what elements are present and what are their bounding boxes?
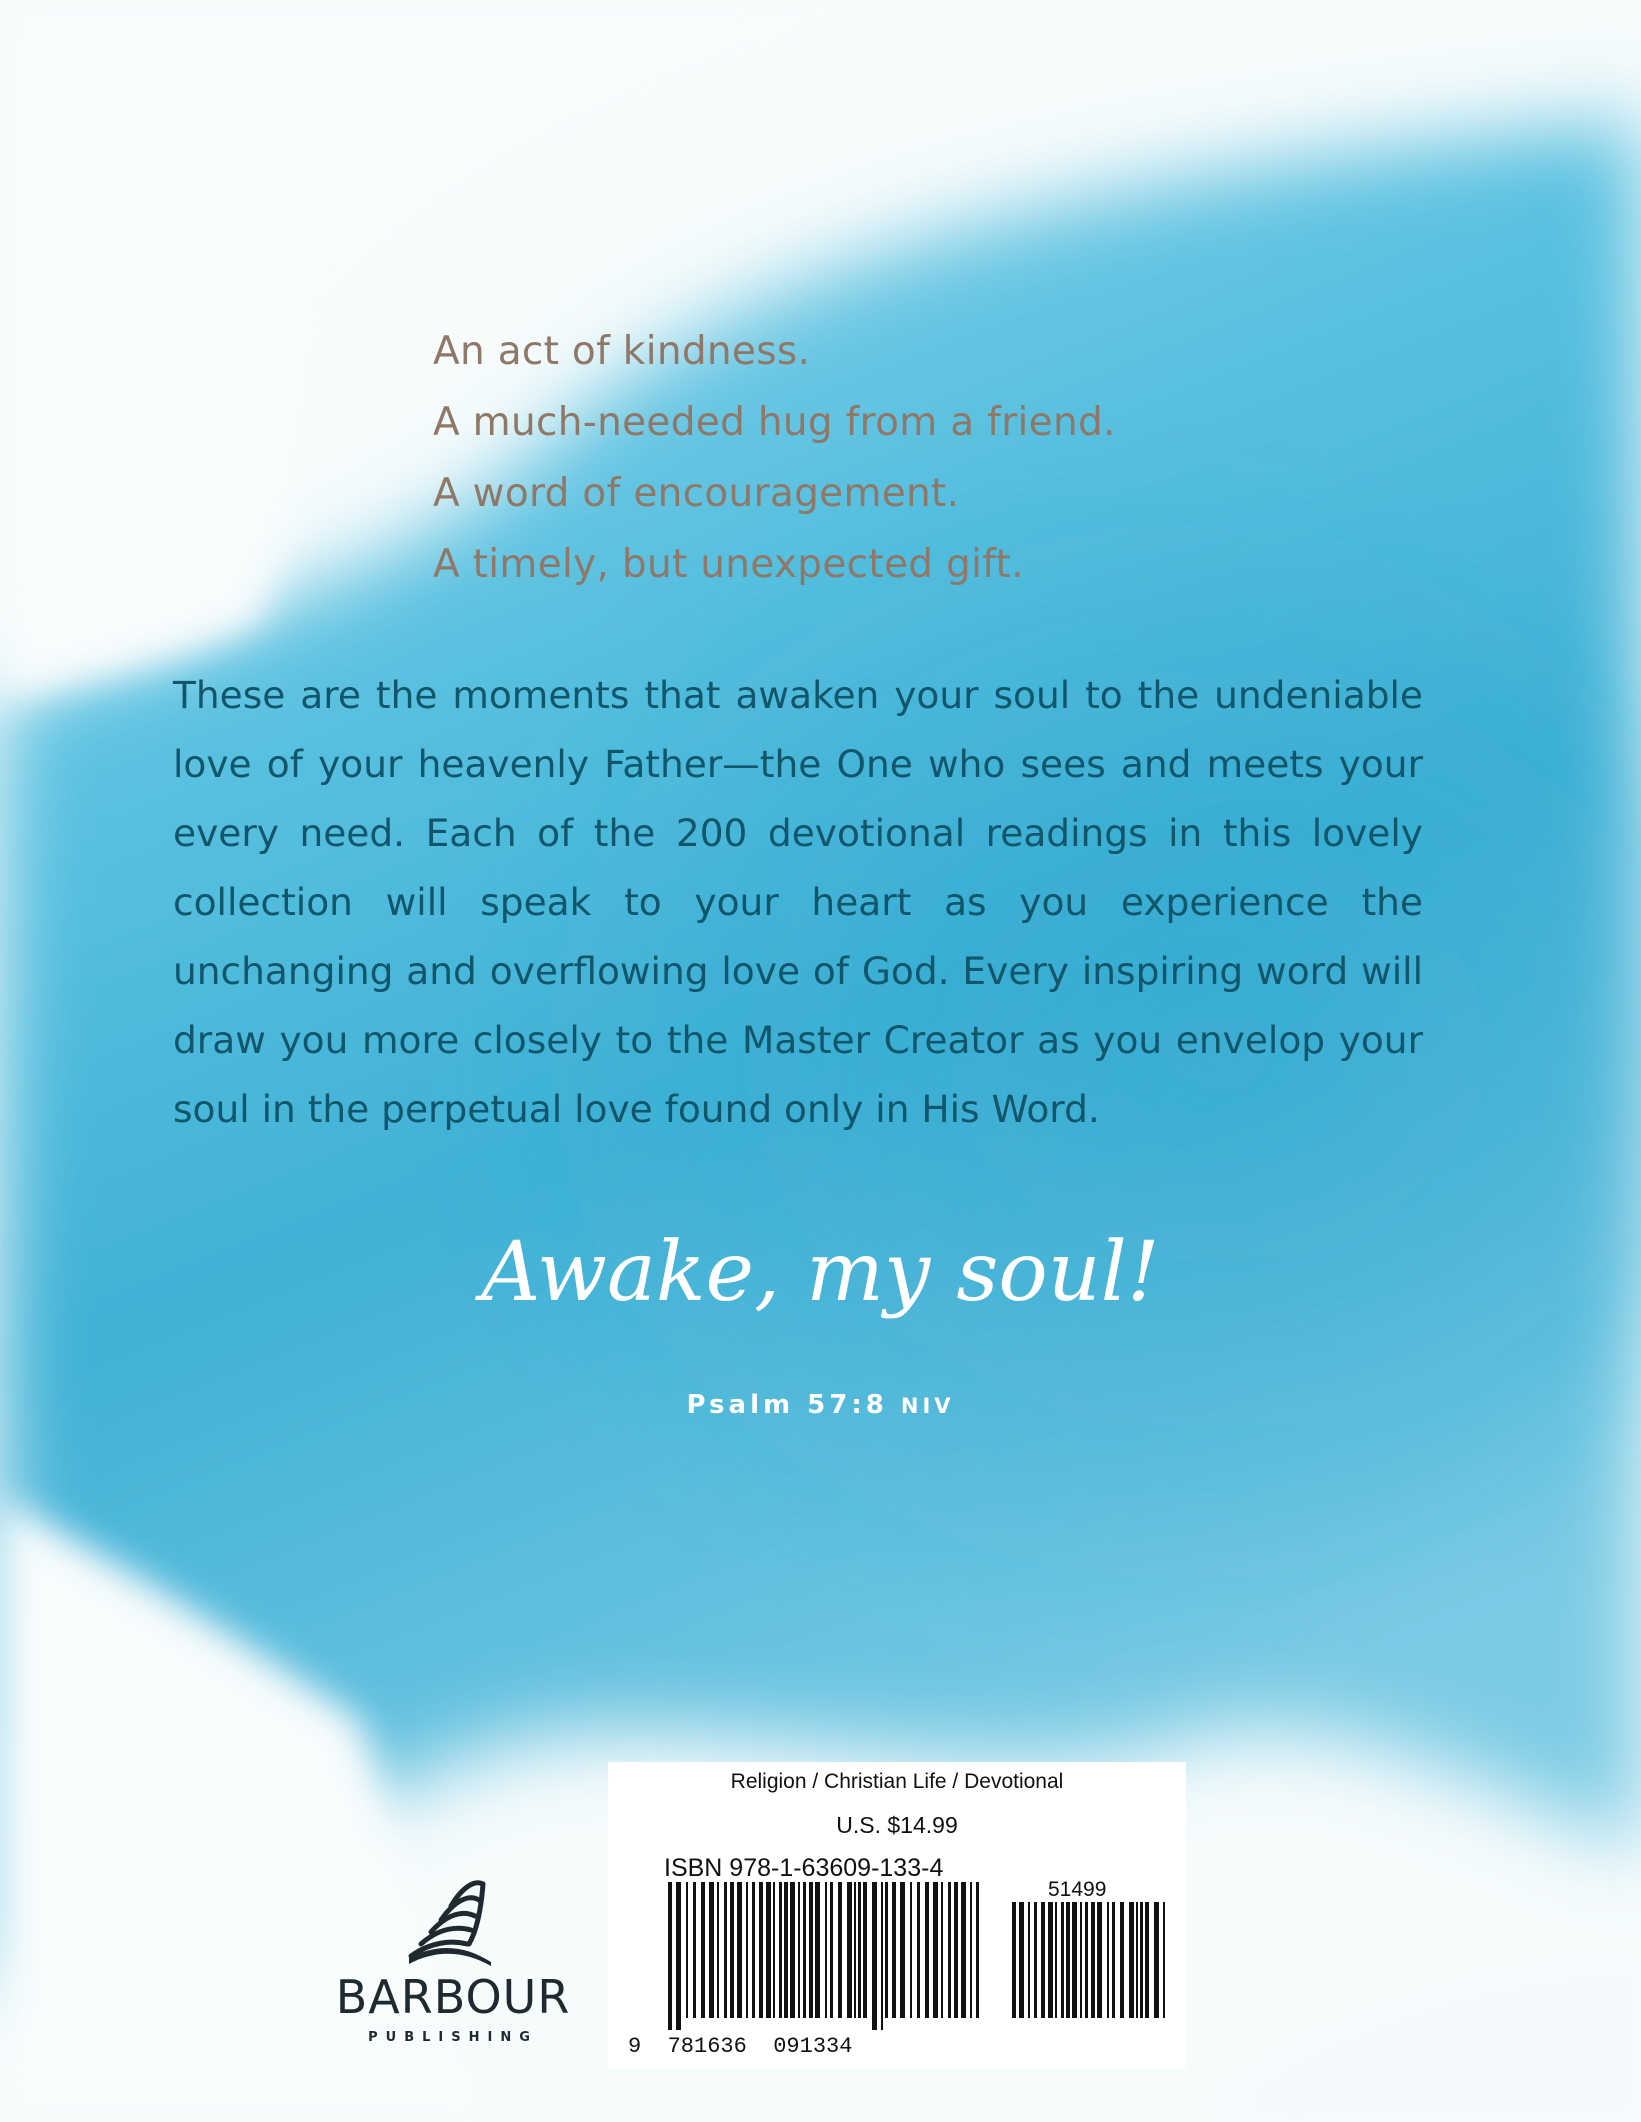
barcode-bar (917, 1882, 920, 2018)
barcode-bar (709, 1882, 714, 2018)
barcode-bar (1055, 1902, 1057, 2018)
barcode-bar (766, 1882, 771, 2018)
barcode-bar (948, 1882, 951, 2018)
barcode-bar (1145, 1902, 1149, 2018)
barcode-bar (790, 1882, 795, 2018)
barcode-bar (815, 1882, 820, 2018)
barcode-bar (1028, 1902, 1030, 2018)
barcode-bar (885, 1882, 888, 2018)
barcode-bar (1091, 1902, 1095, 2018)
open-book-icon (405, 1870, 501, 1966)
citation-reference: 57:8 (807, 1390, 888, 1420)
price-label: U.S. $14.99 (836, 1812, 958, 1838)
intro-line: A timely, but unexpected gift. (433, 542, 1024, 587)
barcode-bar (976, 1882, 979, 2018)
barcode-bar (961, 1882, 966, 2018)
barcode-bar (701, 1882, 705, 2018)
barcode-bar (830, 1882, 833, 2018)
barcode-bar (925, 1882, 929, 2018)
barcode-bar (1107, 1902, 1109, 2018)
barcode-bar (1112, 1902, 1115, 2018)
price-addon-number: 51499 (1048, 1878, 1107, 1901)
barcode-bar (881, 1882, 883, 2030)
barcode-bar (1097, 1902, 1102, 2018)
barcode-bar (1120, 1902, 1124, 2018)
barcode-bar (1085, 1902, 1088, 2018)
barcode-bar (1019, 1902, 1024, 2018)
publisher-subname: PUBLISHING (368, 2030, 538, 2045)
barcode-bar (752, 1882, 755, 2018)
barcode-bar (900, 1882, 905, 2018)
bisac-category: Religion / Christian Life / Devotional (730, 1770, 1064, 1793)
ean-barcode (666, 1882, 986, 2032)
barcode-bar (1080, 1902, 1082, 2018)
scripture-citation (0, 1390, 1641, 1420)
barcode-bar (970, 1882, 972, 2018)
intro-line: An act of kindness. (433, 329, 811, 374)
book-description: These are the moments that awaken your soul to the undeniable love of your heavenly Father—the One who sees and meets your every need. Each of the 200 devotional readings in this lovely collection will speak to your heart as you experience the unchanging and overflowing love of God. Every inspiring word will draw you more closely to the Master Creator as you envelop your soul in the perpetual love found only in His Word. (173, 673, 1423, 1131)
script-quote: Awake, my soul! (481, 1225, 1160, 1320)
barcode-bar (825, 1882, 827, 2018)
barcode-bar (759, 1882, 763, 2018)
barcode-bar (892, 1882, 896, 2018)
barcode-bar (1061, 1902, 1064, 2018)
barcode-bar (1154, 1902, 1159, 2018)
barcode-bar (724, 1882, 727, 2018)
isbn-label: ISBN 978-1-63609-133-4 (664, 1854, 944, 1882)
barcode-bar (773, 1882, 775, 2018)
barcode-bar (854, 1882, 856, 2018)
barcode-bar (693, 1882, 696, 2018)
barcode-bar (1163, 1902, 1165, 2018)
barcode-bar (809, 1882, 813, 2018)
barcode-bar (1048, 1902, 1053, 2018)
barcode-bar (933, 1882, 938, 2018)
barcode-bar (737, 1882, 742, 2018)
barcode-bar (1066, 1902, 1070, 2018)
barcode-bar (668, 1882, 672, 2030)
barcode-bar (1012, 1902, 1016, 2018)
barcode-bar (954, 1882, 958, 2018)
barcode-bar (730, 1882, 734, 2018)
barcode-bar (941, 1882, 943, 2018)
barcode-bar (858, 1882, 861, 2018)
citation-book: Psalm (686, 1390, 795, 1420)
intro-line: A much-needed hug from a friend. (433, 400, 1116, 445)
barcode-bar (1034, 1902, 1037, 2018)
barcode-bar (686, 1882, 688, 2018)
intro-line: A word of encouragement. (433, 471, 960, 516)
publisher-name: BARBOUR (335, 1970, 571, 2024)
barcode-bar (863, 1882, 867, 2018)
barcode-bar (798, 1882, 800, 2018)
barcode-bar (1041, 1902, 1045, 2018)
barcode-bar (872, 1882, 877, 2030)
barcode-bar (1140, 1902, 1143, 2018)
barcode-bar (838, 1882, 842, 2018)
barcode-bar (1136, 1902, 1138, 2018)
ean-digits: 9 781636 091334 (628, 2034, 853, 2059)
barcode-bar (803, 1882, 806, 2018)
citation-version: NIV (900, 1394, 955, 1418)
barcode-bar (746, 1882, 748, 2018)
barcode-bar (847, 1882, 852, 2018)
barcode-bar (1072, 1902, 1077, 2018)
barcode-bar (1129, 1902, 1134, 2018)
barcode-label (608, 1762, 1186, 2068)
barcode-bar (717, 1882, 719, 2018)
addon-barcode (1010, 1902, 1170, 2032)
barcode-bar (910, 1882, 912, 2018)
intro-lines (433, 316, 1116, 600)
barcode-bar (676, 1882, 681, 2030)
barcode-bar (784, 1882, 788, 2018)
barcode-bar (779, 1882, 782, 2018)
